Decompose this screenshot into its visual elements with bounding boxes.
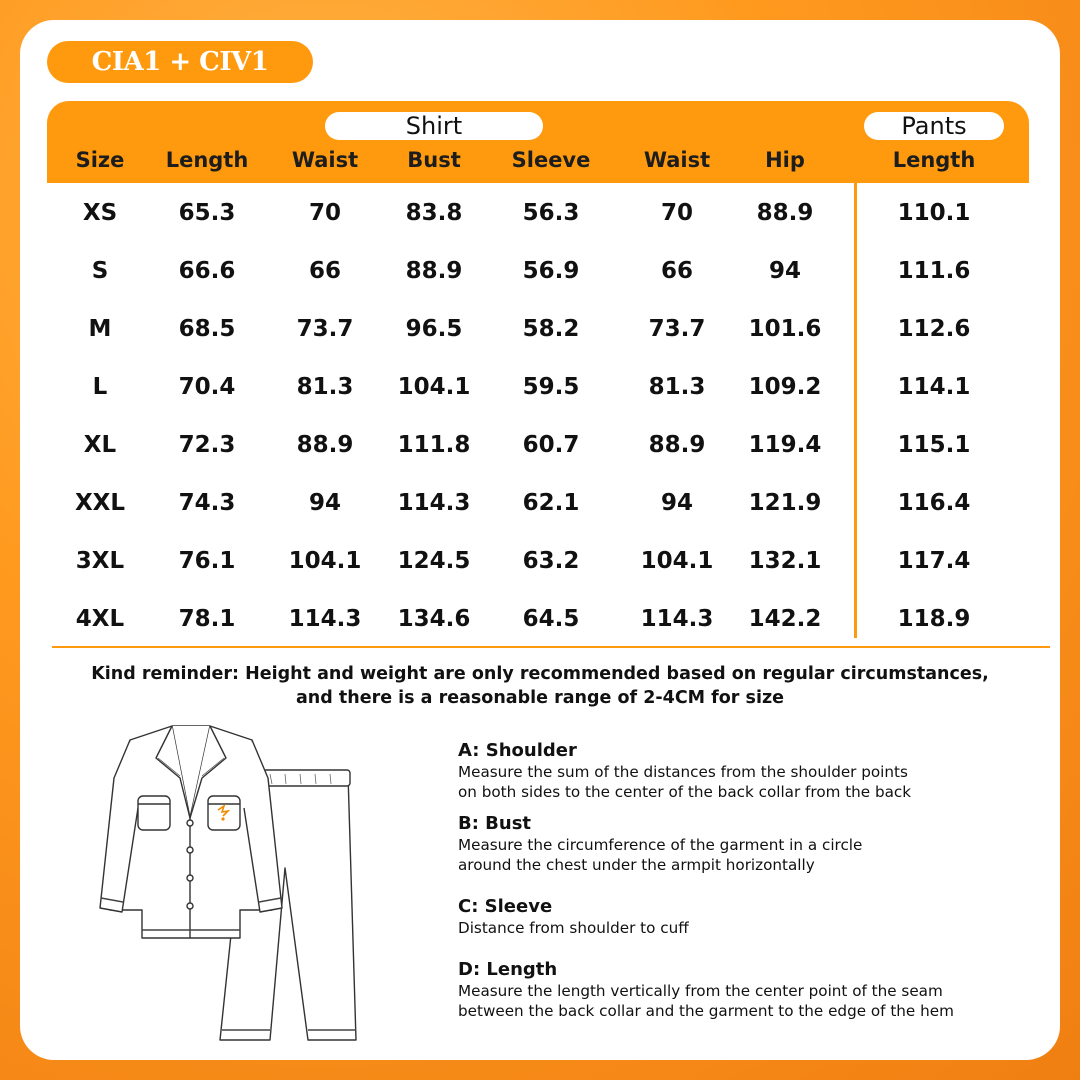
- definition-title: C: Sleeve: [458, 896, 553, 917]
- header-pants-waist: Waist: [643, 148, 711, 172]
- cell-hip: 101.6: [748, 316, 822, 342]
- cell-shirt-length: 68.5: [178, 316, 236, 342]
- definition-desc-line1: Measure the length vertically from the center point of the seam: [458, 982, 943, 1000]
- cell-bust: 83.8: [405, 200, 463, 226]
- cell-sleeve: 56.9: [522, 258, 580, 284]
- cell-sleeve: 56.3: [522, 200, 580, 226]
- definition-desc-line2: on both sides to the center of the back collar from the back: [458, 783, 912, 801]
- cell-pants-waist: 70: [660, 200, 694, 226]
- cell-hip: 121.9: [748, 490, 822, 516]
- cell-sleeve: 60.7: [522, 432, 580, 458]
- cell-bust: 88.9: [405, 258, 463, 284]
- cell-hip: 119.4: [748, 432, 822, 458]
- kind-reminder: [60, 662, 1020, 710]
- cell-hip: 132.1: [748, 548, 822, 574]
- cell-pants-length: 112.6: [897, 316, 971, 342]
- cell-size: L: [92, 374, 108, 400]
- header-pants-length: Length: [892, 148, 976, 172]
- cell-pants-length: 118.9: [897, 606, 971, 632]
- cell-size: XL: [83, 432, 117, 458]
- cell-pants-waist: 81.3: [648, 374, 706, 400]
- header-hip: Hip: [765, 148, 805, 172]
- cell-size: M: [88, 316, 112, 342]
- header-size: Size: [75, 148, 125, 172]
- cell-sleeve: 63.2: [522, 548, 580, 574]
- cell-shirt-length: 66.6: [178, 258, 236, 284]
- cell-hip: 88.9: [756, 200, 814, 226]
- model-badge: CIA1 + CIV1: [47, 41, 313, 83]
- cell-size: 3XL: [75, 548, 125, 574]
- definition-length: [458, 959, 954, 1021]
- header-shirt-length: Length: [165, 148, 249, 172]
- cell-size: S: [91, 258, 109, 284]
- cell-bust: 111.8: [397, 432, 471, 458]
- cell-shirt-waist: 104.1: [288, 548, 362, 574]
- cell-pants-waist: 104.1: [640, 548, 714, 574]
- cell-bust: 96.5: [405, 316, 463, 342]
- definition-desc-line1: Distance from shoulder to cuff: [458, 919, 689, 937]
- cell-shirt-waist: 66: [308, 258, 342, 284]
- cell-size: XS: [82, 200, 118, 226]
- cell-shirt-length: 70.4: [178, 374, 236, 400]
- definition-desc-line2: between the back collar and the garment to the edge of the hem: [458, 1002, 954, 1020]
- cell-hip: 94: [768, 258, 802, 284]
- definition-desc-line1: Measure the sum of the distances from the shoulder points: [458, 763, 908, 781]
- definition-title: D: Length: [458, 959, 558, 980]
- cell-shirt-length: 76.1: [178, 548, 236, 574]
- cell-size: XXL: [74, 490, 126, 516]
- cell-shirt-length: 74.3: [178, 490, 236, 516]
- cell-bust: 124.5: [397, 548, 471, 574]
- cell-shirt-waist: 88.9: [296, 432, 354, 458]
- pants-group-label: Pants: [864, 112, 1004, 140]
- pajama-illustration: [90, 718, 370, 1048]
- pants-divider: [854, 183, 857, 638]
- cell-pants-waist: 114.3: [640, 606, 714, 632]
- cell-pants-length: 110.1: [897, 200, 971, 226]
- cell-sleeve: 64.5: [522, 606, 580, 632]
- cell-pants-waist: 73.7: [648, 316, 706, 342]
- cell-sleeve: 62.1: [522, 490, 580, 516]
- definition-title: B: Bust: [458, 813, 532, 834]
- cell-pants-waist: 88.9: [648, 432, 706, 458]
- cell-shirt-waist: 70: [308, 200, 342, 226]
- definition-title: A: Shoulder: [458, 740, 577, 761]
- cell-pants-length: 115.1: [897, 432, 971, 458]
- cell-pants-length: 116.4: [897, 490, 971, 516]
- cell-pants-length: 114.1: [897, 374, 971, 400]
- cell-size: 4XL: [75, 606, 125, 632]
- cell-shirt-waist: 73.7: [296, 316, 354, 342]
- cell-pants-length: 111.6: [897, 258, 971, 284]
- cell-bust: 134.6: [397, 606, 471, 632]
- cell-shirt-length: 78.1: [178, 606, 236, 632]
- reminder-line-1: Kind reminder: Height and weight are only recommended based on regular circumstances,: [91, 664, 989, 684]
- table-bottom-divider: [52, 646, 1050, 648]
- cell-shirt-length: 72.3: [178, 432, 236, 458]
- cell-shirt-waist: 114.3: [288, 606, 362, 632]
- definition-desc-line2: around the chest under the armpit horizontally: [458, 856, 815, 874]
- cell-shirt-waist: 94: [308, 490, 342, 516]
- cell-sleeve: 58.2: [522, 316, 580, 342]
- cell-pants-length: 117.4: [897, 548, 971, 574]
- header-shirt-waist: Waist: [291, 148, 359, 172]
- cell-sleeve: 59.5: [522, 374, 580, 400]
- definition-desc-line1: Measure the circumference of the garment in a circle: [458, 836, 863, 854]
- reminder-line-2: and there is a reasonable range of 2-4CM for size: [296, 688, 784, 708]
- cell-pants-waist: 66: [660, 258, 694, 284]
- cell-bust: 114.3: [397, 490, 471, 516]
- definition-shoulder: [458, 740, 911, 802]
- cell-hip: 109.2: [748, 374, 822, 400]
- cell-shirt-waist: 81.3: [296, 374, 354, 400]
- header-bust: Bust: [407, 148, 461, 172]
- definition-sleeve: [458, 896, 689, 938]
- header-sleeve: Sleeve: [511, 148, 591, 172]
- cell-hip: 142.2: [748, 606, 822, 632]
- definition-bust: [458, 813, 862, 875]
- shirt-group-label: Shirt: [325, 112, 543, 140]
- cell-bust: 104.1: [397, 374, 471, 400]
- cell-pants-waist: 94: [660, 490, 694, 516]
- cell-shirt-length: 65.3: [178, 200, 236, 226]
